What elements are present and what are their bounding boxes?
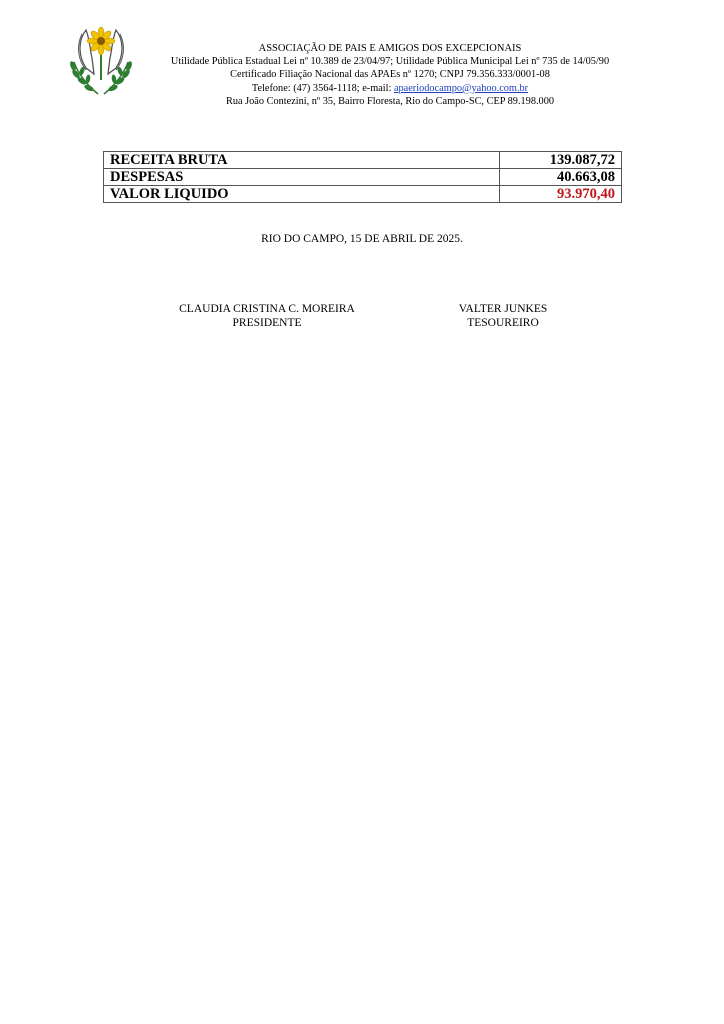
signature-block-treasurer: [442, 302, 564, 330]
letterhead-contact: [140, 82, 640, 95]
org-name: ASSOCIAÇÃO DE PAIS E AMIGOS DOS EXCEPCIONAIS: [258, 43, 522, 54]
row-label: DESPESAS: [104, 169, 500, 186]
signatory-role: PRESIDENTE: [232, 317, 302, 329]
table-row: [104, 169, 622, 186]
table-row: [104, 186, 622, 203]
email-link[interactable]: apaeriodocampo@yahoo.com.br: [393, 82, 529, 94]
date-line: RIO DO CAMPO, 15 DE ABRIL DE 2025.: [261, 233, 463, 245]
net-value: 93.970,40: [500, 186, 622, 203]
letterhead-line-1: Utilidade Pública Estadual Lei nº 10.389 de 23/04/97; Utilidade Pública Municipal Lei nº 735 de 14/05/90: [170, 56, 610, 68]
signature-block-president: [167, 302, 367, 330]
row-value: 40.663,08: [500, 169, 622, 186]
table-row: [104, 152, 622, 169]
row-label: VALOR LIQUIDO: [104, 186, 500, 203]
signatory-name: VALTER JUNKES: [458, 303, 548, 315]
row-value: 139.087,72: [500, 152, 622, 169]
row-label: RECEITA BRUTA: [104, 152, 500, 169]
financial-summary-table: [103, 151, 622, 203]
signatory-role: TESOUREIRO: [467, 317, 539, 329]
phone-text: Telefone: (47) 3564-1118; e-mail:: [251, 82, 394, 94]
letterhead: [140, 42, 640, 108]
signatory-name: CLAUDIA CRISTINA C. MOREIRA: [179, 303, 355, 315]
letterhead-address: Rua João Contezini, nº 35, Bairro Floresta, Rio do Campo-SC, CEP 89.198.000: [225, 95, 554, 107]
apae-logo: [64, 22, 138, 100]
letterhead-line-2: Certificado Filiação Nacional das APAEs nº 1270; CNPJ 79.356.333/0001-08: [230, 69, 550, 81]
